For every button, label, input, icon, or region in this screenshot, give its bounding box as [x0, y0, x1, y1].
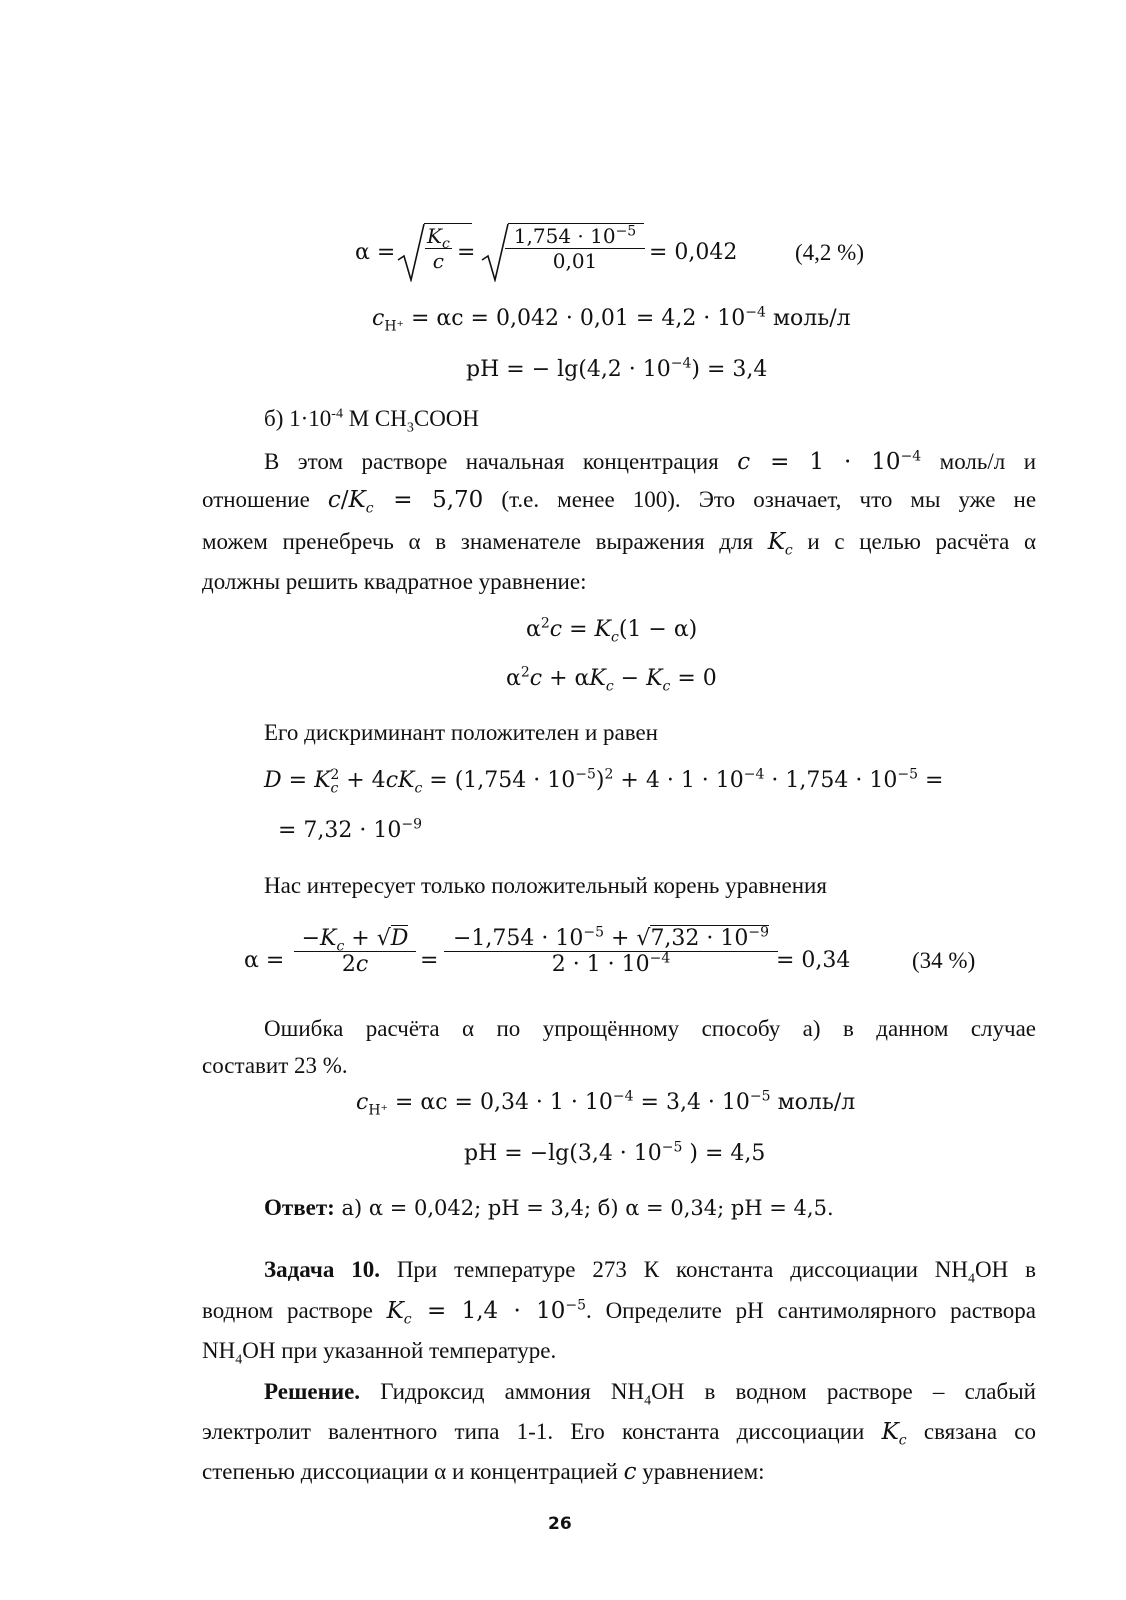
solution-line2: электролит валентного типа 1-1. Его константа диссоциации $K_c$ связана со [202, 1419, 1036, 1449]
kc-over-c-fraction: $\frac{K_c}{c}$ [427, 224, 450, 273]
equation-discriminant-result: = $7,32 \cdot 10^{-9}$ [278, 816, 423, 843]
error-line2: составит 23 %. [202, 1053, 348, 1078]
root-intro: Нас интересует только положительный корень уравнения [264, 873, 827, 898]
equation-discriminant: $D = K_c^2 + 4cK_c = (1,754 \cdot 10^{-5})^2 + 4 \cdot 1 \cdot 10^{-4} \cdot 1,754 \cdot 10^{-5}$ = [264, 766, 944, 797]
solution-line1: Решение. Гидроксид аммония $NH_4OH$ в водном растворе – слабый [264, 1379, 1036, 1409]
answer-line: Ответ: а) α = 0,042; pH = 3,4; б) α = 0,34; pH = 4,5. [264, 1195, 834, 1220]
alpha-result: = 0,042 [649, 240, 738, 265]
equals-sign-2: = [420, 948, 439, 973]
task10-line2: водном растворе $K_c = 1,4 \cdot 10^{-5}$. Определите pH сантимолярного раствора [202, 1297, 1037, 1328]
equation-alpha-2 [244, 918, 1004, 998]
alpha2-result: = 0,34 [776, 948, 851, 973]
para1-line4: должны решить квадратное уравнение: [202, 569, 587, 594]
discriminant-intro: Его дискриминант положителен и равен [264, 720, 658, 745]
alpha-percent: (4,2 %) [795, 240, 864, 265]
alpha-lhs: α = [355, 240, 396, 265]
equals-sign: = [457, 240, 476, 265]
task10-line3: $NH_4OH$ при указанной температуре. [202, 1338, 557, 1368]
equation-ch-1: $c_{H^+} = \alpha c = 0,042 \cdot 0,01 = 4,2 \cdot 10^{-4}$ моль/л [372, 304, 851, 335]
sqrt-symbol [397, 222, 425, 282]
task10-line1: Задача 10. При температуре 273 К константа диссоциации $NH_4OH$ в [264, 1257, 1036, 1287]
equation-ph-2: pH = $-\lg(3,4 \cdot 10^{-5}$ ) = 4,5 [464, 1139, 766, 1166]
error-line1: Ошибка расчёта α по упрощённому способу а) в данном случае [264, 1016, 1036, 1041]
value-fraction: $\frac{1,754 \cdot 10^{-5}}{0,01}$ [505, 224, 645, 273]
alpha2-lhs: α = [244, 948, 285, 973]
solution-line3: степенью диссоциации α и концентрацией c уравнением: [202, 1459, 765, 1485]
equation-ch-2: $c_{H^+} = \alpha c = 0,34 \cdot 1 \cdot 10^{-4} = 3,4 \cdot 10^{-5}$ моль/л [356, 1088, 856, 1119]
equation-alpha-1 [355, 218, 915, 282]
equation-quadratic-1: $\alpha^2c = K_c(1 - \alpha)$ [526, 615, 698, 646]
part-b-heading: б) $1\cdot 10^{-4}$ M $CH_3COOH$ [264, 406, 480, 436]
para1-line1: В этом растворе начальная концентрация $c = 1 \cdot 10^{-4}$ моль/л и [264, 448, 1037, 475]
page-number: 26 [548, 1514, 572, 1534]
alpha2-fraction-1: $\frac{-K_c + √D}{2c}$ [294, 926, 416, 977]
alpha2-fraction-2: $\frac{-1,754 \cdot 10^{-5} + √7,32 \cdot 10^{-9}}{2 \cdot 1 \cdot 10^{-4}}$ [444, 926, 778, 977]
alpha2-percent: (34 %) [912, 948, 976, 973]
equation-ph-1: pH = − $\lg(4,2 \cdot 10^{-4}) = 3,4$ [466, 355, 768, 382]
para1-line3: можем пренебречь α в знаменателе выражения для $K_c$ и с целью расчёта α [202, 529, 1037, 559]
equation-quadratic-2: $\alpha^2c + \alpha K_c - K_c = 0$ [506, 664, 717, 695]
para1-line2: отношение $c/K_c = 5,70$ (т.е. менее 100). Это означает, что мы уже не [202, 487, 1037, 517]
